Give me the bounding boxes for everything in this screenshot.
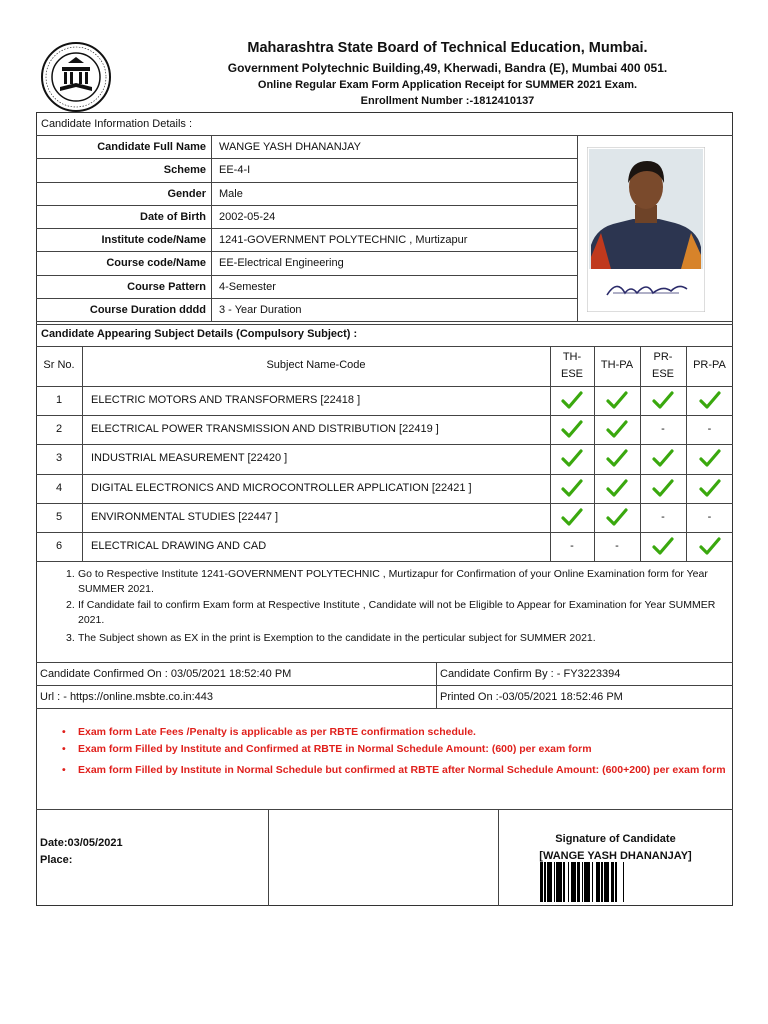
- board-address: Government Polytechnic Building,49, Kherwadi, Bandra (E), Mumbai 400 051.: [227, 61, 668, 75]
- info-label: Gender: [167, 187, 206, 200]
- col-pr-pa: PR-PA: [693, 359, 726, 371]
- info-value: EE-Electrical Engineering: [219, 257, 344, 270]
- info-label: Course Pattern: [127, 280, 206, 293]
- instruction-text: If Candidate fail to confirm Exam form at Respective Institute , Candidate will not be Eligible to Appear for Examination for Year SUMMER 2021.: [78, 599, 716, 626]
- instruction-number: 2.: [66, 599, 75, 611]
- check-icon: [561, 419, 583, 439]
- col-th-ese-a: TH-: [562, 351, 582, 363]
- source-url: Url : - https://online.msbte.co.in:443: [40, 691, 214, 703]
- info-value: 4-Semester: [219, 280, 276, 293]
- check-icon: [652, 478, 674, 498]
- check-icon: [699, 390, 721, 410]
- fee-note-text: Exam form Filled by Institute in Normal Schedule but confirmed at RBTE after Normal Schedule Amount: (600+200) per exam form: [78, 764, 726, 776]
- subject-name: ENVIRONMENTAL STUDIES [22447 ]: [91, 510, 279, 523]
- instruction-item: [66, 631, 716, 661]
- check-icon: [561, 390, 583, 410]
- instruction-number: 3.: [66, 632, 75, 644]
- bullet-icon: •: [62, 764, 66, 776]
- footer-date: Date:03/05/2021: [40, 837, 123, 849]
- col-pr-ese-a: PR-: [653, 351, 673, 363]
- subject-sr-no: 2: [55, 423, 63, 436]
- signature-label: Signature of Candidate: [555, 833, 676, 845]
- confirm-by: Candidate Confirm By : - FY3223394: [440, 668, 621, 680]
- check-icon: [606, 507, 628, 527]
- subject-section-title: Candidate Appearing Subject Details (Compulsory Subject) :: [41, 328, 358, 340]
- receipt-title: Online Regular Exam Form Application Receipt for SUMMER 2021 Exam.: [257, 79, 638, 91]
- subject-name: ELECTRICAL POWER TRANSMISSION AND DISTRIBUTION [22419 ]: [91, 423, 439, 436]
- check-icon: [606, 448, 628, 468]
- col-th-pa: TH-PA: [600, 359, 634, 371]
- instruction-item: [66, 598, 716, 628]
- not-applicable-dash: -: [570, 540, 574, 552]
- info-value: EE-4-I: [219, 164, 251, 177]
- check-icon: [561, 448, 583, 468]
- info-value: 2002-05-24: [219, 210, 276, 223]
- instruction-item: [66, 567, 716, 597]
- info-label: Course code/Name: [106, 257, 206, 270]
- col-subject-name: Subject Name-Code: [266, 359, 366, 371]
- check-icon: [561, 507, 583, 527]
- check-icon: [652, 448, 674, 468]
- check-icon: [652, 536, 674, 556]
- col-sr-no: Sr No.: [43, 359, 75, 371]
- subject-sr-no: 5: [55, 510, 63, 523]
- col-pr-ese-b: ESE: [651, 368, 674, 380]
- info-value: 3 - Year Duration: [219, 303, 302, 316]
- check-icon: [606, 419, 628, 439]
- info-label: Scheme: [163, 164, 206, 177]
- check-icon: [606, 478, 628, 498]
- not-applicable-dash: -: [707, 510, 712, 523]
- check-icon: [699, 448, 721, 468]
- enrollment-number: Enrollment Number :-1812410137: [360, 95, 535, 107]
- bullet-icon: •: [62, 726, 66, 738]
- fee-note-text: Exam form Late Fees /Penalty is applicable as per RBTE confirmation schedule.: [78, 726, 476, 738]
- subject-name: ELECTRIC MOTORS AND TRANSFORMERS [22418 ]: [91, 394, 361, 406]
- not-applicable-dash: -: [707, 423, 712, 436]
- info-value: WANGE YASH DHANANJAY: [219, 141, 362, 153]
- fee-note-text: Exam form Filled by Institute and Confirmed at RBTE in Normal Schedule Amount: (600) per exam form: [78, 743, 592, 755]
- check-icon: [561, 478, 583, 498]
- subject-sr-no: 4: [55, 481, 63, 494]
- info-label: Institute code/Name: [101, 234, 206, 246]
- info-label: Candidate Full Name: [97, 141, 206, 153]
- instruction-text: The Subject shown as EX in the print is Exemption to the candidate in the perticular subject for SUMMER 2021.: [78, 632, 596, 644]
- info-value: 1241-GOVERNMENT POLYTECHNIC , Murtizapur: [219, 234, 468, 246]
- signature-name: [WANGE YASH DHANANJAY]: [539, 850, 692, 862]
- check-icon: [699, 536, 721, 556]
- check-icon: [652, 390, 674, 410]
- instruction-number: 1.: [66, 568, 75, 580]
- fee-note-item: [62, 762, 732, 796]
- subject-name: INDUSTRIAL MEASUREMENT [22420 ]: [91, 452, 288, 465]
- board-name: Maharashtra State Board of Technical Education, Mumbai.: [247, 40, 648, 56]
- info-label: Date of Birth: [140, 210, 206, 223]
- info-value: Male: [219, 187, 243, 200]
- not-applicable-dash: -: [661, 423, 665, 436]
- barcode-icon: [540, 862, 688, 902]
- candidate-photo: [587, 147, 705, 312]
- info-label: Course Duration dddd: [89, 303, 206, 316]
- msbte-seal-icon: [40, 41, 112, 113]
- subject-sr-no: 1: [55, 394, 63, 406]
- subject-name: ELECTRICAL DRAWING AND CAD: [91, 540, 267, 552]
- subject-sr-no: 3: [55, 452, 63, 465]
- col-th-ese-b: ESE: [560, 368, 583, 380]
- candidate-section-title: Candidate Information Details :: [41, 118, 193, 130]
- footer-place: Place:: [40, 854, 73, 866]
- not-applicable-dash: -: [661, 510, 665, 523]
- bullet-icon: •: [62, 743, 66, 755]
- subject-sr-no: 6: [55, 540, 63, 552]
- check-icon: [606, 390, 628, 410]
- instruction-text: Go to Respective Institute 1241-GOVERNMENT POLYTECHNIC , Murtizapur for Confirmation of your Online Examination form for Year SUMMER 2021.: [78, 568, 708, 595]
- confirmed-on: Candidate Confirmed On : 03/05/2021 18:52:40 PM: [40, 668, 292, 680]
- check-icon: [699, 478, 721, 498]
- subject-name: DIGITAL ELECTRONICS AND MICROCONTROLLER APPLICATION [22421 ]: [91, 481, 472, 494]
- printed-on: Printed On :-03/05/2021 18:52:46 PM: [440, 691, 623, 703]
- not-applicable-dash: -: [615, 540, 619, 552]
